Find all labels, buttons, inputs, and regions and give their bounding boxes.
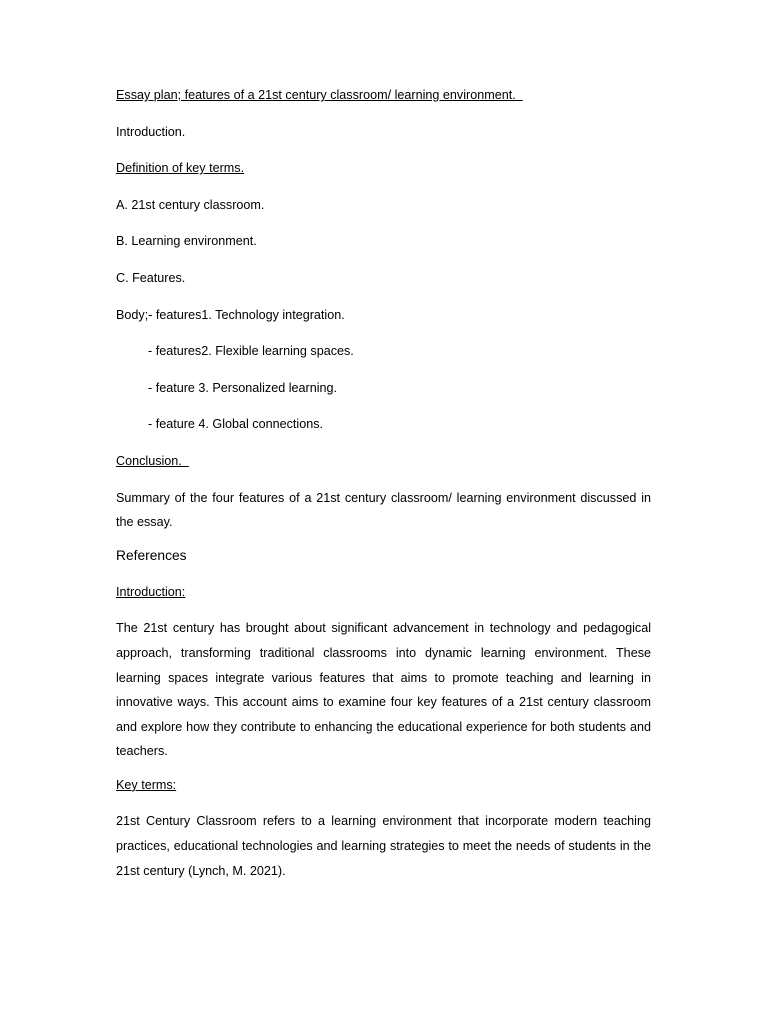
references-heading: References: [116, 547, 187, 563]
document-content: [116, 86, 655, 895]
introduction-heading: Introduction:: [116, 584, 186, 599]
introduction-text: The 21st century has brought about significant advancement in technology and pedagogical approach, transforming traditional classrooms into dynamic learning environment. These learning spaces integrate various features that aims to promote teaching and learning in innovative ways. This account aims to examine four key features of a 21st century classroom and explore how they contribute to enhancing the educational experience for both students and teachers.: [116, 621, 655, 759]
term-b: B. Learning environment.: [116, 234, 257, 249]
conclusion-heading: Conclusion.: [116, 453, 189, 468]
key-terms-heading: Key terms:: [116, 777, 177, 792]
definitions-heading: Definition of key terms.: [116, 161, 245, 176]
essay-plan-title: Essay plan; features of a 21st century classroom/ learning environment.: [116, 88, 523, 102]
body-feature-1: Body;- features1. Technology integration.: [116, 307, 345, 322]
term-c: C. Features.: [116, 270, 186, 285]
intro-label: Introduction.: [116, 124, 186, 139]
term-a: A. 21st century classroom.: [116, 197, 265, 212]
conclusion-text: Summary of the four features of a 21st century classroom/ learning environment discussed in the essay.: [116, 490, 655, 530]
feature-2: - features2. Flexible learning spaces.: [148, 344, 354, 359]
key-terms-text: 21st Century Classroom refers to a learning environment that incorporate modern teaching practices, educational technologies and learning strategies to meet the needs of students in the 21st century (Lynch, M. 2021).: [116, 814, 655, 878]
feature-3: - feature 3. Personalized learning.: [148, 380, 338, 395]
feature-4: - feature 4. Global connections.: [148, 417, 324, 432]
